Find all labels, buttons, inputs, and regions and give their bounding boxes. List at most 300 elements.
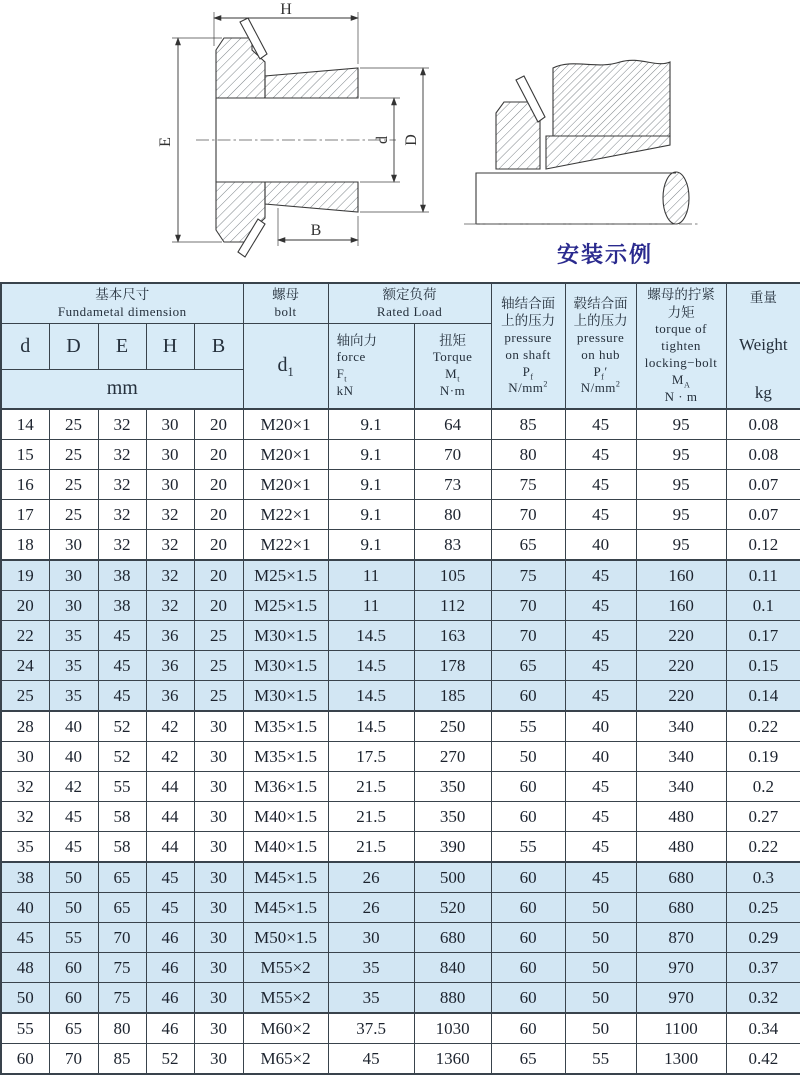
cell: 60 <box>49 953 98 983</box>
cell: 45 <box>98 681 146 712</box>
cell: 340 <box>636 772 726 802</box>
cell: 60 <box>491 923 565 953</box>
cell: M30×1.5 <box>243 681 328 712</box>
cell: 45 <box>565 470 636 500</box>
table-row <box>1 1044 800 1075</box>
cell: 9.1 <box>328 470 414 500</box>
table-row <box>1 953 800 983</box>
cell: 250 <box>414 711 491 742</box>
cell: M22×1 <box>243 500 328 530</box>
cell: 20 <box>1 591 49 621</box>
header-unit-mm: mm <box>1 369 243 409</box>
cell: 25 <box>49 409 98 440</box>
cell: 0.2 <box>726 772 800 802</box>
cell: 80 <box>98 1013 146 1044</box>
sleeve-wedge <box>546 136 670 169</box>
cell: 60 <box>491 1013 565 1044</box>
cell: 40 <box>565 530 636 561</box>
cell: 20 <box>194 591 243 621</box>
cell: 0.22 <box>726 832 800 863</box>
cell: 32 <box>146 500 194 530</box>
cell: 32 <box>146 530 194 561</box>
cell: 44 <box>146 772 194 802</box>
cell: 36 <box>146 621 194 651</box>
header-pressure-hub: 毂结合面 上的压力 pressure on hub $P_f'$ $N/mm^2$ <box>565 283 636 409</box>
table-row <box>1 440 800 470</box>
cell: 35 <box>49 651 98 681</box>
table-header <box>1 283 800 409</box>
cell: 65 <box>491 530 565 561</box>
cell: 50 <box>565 953 636 983</box>
cell: 85 <box>98 1044 146 1075</box>
table-row <box>1 500 800 530</box>
table-row <box>1 983 800 1014</box>
cell: 46 <box>146 923 194 953</box>
cell: 73 <box>414 470 491 500</box>
cell: 45 <box>98 621 146 651</box>
spec-table <box>0 282 800 1075</box>
cell: 45 <box>49 802 98 832</box>
cell: 44 <box>146 832 194 863</box>
cell: 9.1 <box>328 500 414 530</box>
cell: 350 <box>414 772 491 802</box>
cell: 45 <box>565 802 636 832</box>
cell: 25 <box>49 470 98 500</box>
cell: 16 <box>1 470 49 500</box>
cell: 0.17 <box>726 621 800 651</box>
cell: 50 <box>1 983 49 1014</box>
cell: 60 <box>491 772 565 802</box>
cell: 0.34 <box>726 1013 800 1044</box>
cell: 40 <box>565 742 636 772</box>
cell: 26 <box>328 893 414 923</box>
cell: 105 <box>414 560 491 591</box>
cell: 30 <box>194 953 243 983</box>
cell: M55×2 <box>243 983 328 1014</box>
cell: 220 <box>636 681 726 712</box>
header-dim-E: E <box>98 323 146 369</box>
section-drawing <box>148 2 458 260</box>
cell: 500 <box>414 862 491 893</box>
cell: 50 <box>565 923 636 953</box>
cell: 40 <box>49 711 98 742</box>
cell: 38 <box>1 862 49 893</box>
cell: 340 <box>636 742 726 772</box>
cell: 50 <box>49 893 98 923</box>
cell: 45 <box>328 1044 414 1075</box>
cell: 83 <box>414 530 491 561</box>
cell: 17 <box>1 500 49 530</box>
cell: 1030 <box>414 1013 491 1044</box>
cell: 30 <box>146 470 194 500</box>
cell: 45 <box>565 440 636 470</box>
cell: 70 <box>491 500 565 530</box>
table-row <box>1 832 800 863</box>
sleeve-section-bottom <box>265 182 358 212</box>
cell: 25 <box>194 621 243 651</box>
cell: 45 <box>146 862 194 893</box>
dim-label-E: E <box>157 137 174 147</box>
cell: 45 <box>565 591 636 621</box>
cell: 0.12 <box>726 530 800 561</box>
cell: 32 <box>98 470 146 500</box>
cell: 65 <box>49 1013 98 1044</box>
cell: 60 <box>491 983 565 1014</box>
cell: 30 <box>49 530 98 561</box>
cell: 18 <box>1 530 49 561</box>
cell: 30 <box>194 862 243 893</box>
dim-label-d: d <box>374 136 391 144</box>
dim-label-B: B <box>310 222 322 239</box>
cell: 9.1 <box>328 440 414 470</box>
cell: 45 <box>565 651 636 681</box>
cell: 64 <box>414 409 491 440</box>
table-row <box>1 711 800 742</box>
cell: 20 <box>194 440 243 470</box>
cell: 21.5 <box>328 832 414 863</box>
cell: 44 <box>146 802 194 832</box>
shaft-end-section <box>663 172 689 224</box>
cell: 65 <box>98 862 146 893</box>
header-rated-load: 额定负荷 Rated Load <box>328 283 491 323</box>
cell: 32 <box>98 409 146 440</box>
cell: 30 <box>194 1044 243 1075</box>
cell: 70 <box>49 1044 98 1075</box>
cell: 1300 <box>636 1044 726 1075</box>
header-torque: 扭矩 Torque $M_t$ N·m <box>414 323 491 409</box>
cell: 35 <box>1 832 49 863</box>
header-d1: $d_1$ <box>243 323 328 409</box>
cell: 21.5 <box>328 802 414 832</box>
cell: 55 <box>98 772 146 802</box>
cell: 38 <box>98 560 146 591</box>
cell: 0.07 <box>726 500 800 530</box>
cell: 30 <box>146 440 194 470</box>
cell: 25 <box>194 681 243 712</box>
table-row <box>1 742 800 772</box>
header-dim-D: D <box>49 323 98 369</box>
table-row <box>1 862 800 893</box>
cell: 45 <box>146 893 194 923</box>
cell: 163 <box>414 621 491 651</box>
cell: 0.25 <box>726 893 800 923</box>
cell: M35×1.5 <box>243 742 328 772</box>
cell: 40 <box>1 893 49 923</box>
cell: 30 <box>194 1013 243 1044</box>
cell: 0.07 <box>726 470 800 500</box>
cell: 45 <box>565 560 636 591</box>
cell: M30×1.5 <box>243 621 328 651</box>
cell: 350 <box>414 802 491 832</box>
cell: 0.19 <box>726 742 800 772</box>
installation-drawing <box>438 18 798 236</box>
cell: 20 <box>194 409 243 440</box>
dim-label-H: H <box>280 2 292 18</box>
cell: 75 <box>491 470 565 500</box>
table-row <box>1 530 800 561</box>
cell: M22×1 <box>243 530 328 561</box>
cell: 85 <box>491 409 565 440</box>
cell: 14.5 <box>328 711 414 742</box>
cell: 45 <box>565 621 636 651</box>
cell: 26 <box>328 862 414 893</box>
cell: 70 <box>414 440 491 470</box>
cell: 25 <box>194 651 243 681</box>
cell: 95 <box>636 530 726 561</box>
cell: 32 <box>1 802 49 832</box>
cell: 30 <box>194 711 243 742</box>
cell: 270 <box>414 742 491 772</box>
cell: 37.5 <box>328 1013 414 1044</box>
cell: 55 <box>1 1013 49 1044</box>
cell: 9.1 <box>328 409 414 440</box>
header-bolt: 螺母 bolt <box>243 283 328 323</box>
cell: 46 <box>146 983 194 1014</box>
cell: 30 <box>194 832 243 863</box>
cell: 65 <box>491 651 565 681</box>
cell: 0.42 <box>726 1044 800 1075</box>
table-row <box>1 621 800 651</box>
table-row <box>1 560 800 591</box>
cell: 35 <box>49 621 98 651</box>
cell: 55 <box>565 1044 636 1075</box>
table-row <box>1 893 800 923</box>
cell: 45 <box>565 681 636 712</box>
cell: 35 <box>49 681 98 712</box>
cell: 220 <box>636 621 726 651</box>
cell: 80 <box>491 440 565 470</box>
cell: 20 <box>194 560 243 591</box>
cell: 30 <box>194 923 243 953</box>
cell: 30 <box>194 772 243 802</box>
cell: 32 <box>98 440 146 470</box>
cell: 30 <box>146 409 194 440</box>
cell: 15 <box>1 440 49 470</box>
cell: 30 <box>1 742 49 772</box>
cell: 0.3 <box>726 862 800 893</box>
cell: M20×1 <box>243 409 328 440</box>
cell: 390 <box>414 832 491 863</box>
cell: 36 <box>146 651 194 681</box>
cell: 42 <box>146 742 194 772</box>
cell: 0.1 <box>726 591 800 621</box>
table-body <box>1 409 800 1074</box>
cell: 480 <box>636 832 726 863</box>
cell: 0.08 <box>726 440 800 470</box>
shaft-outline <box>476 173 676 224</box>
cell: 52 <box>98 711 146 742</box>
cell: M40×1.5 <box>243 802 328 832</box>
dim-label-D: D <box>403 134 420 146</box>
cell: 17.5 <box>328 742 414 772</box>
installation-caption: 安装示例 <box>556 242 653 267</box>
cell: 55 <box>491 711 565 742</box>
cell: 1100 <box>636 1013 726 1044</box>
cell: 60 <box>491 862 565 893</box>
cell: 38 <box>98 591 146 621</box>
cell: 0.08 <box>726 409 800 440</box>
cell: M35×1.5 <box>243 711 328 742</box>
header-pressure-shaft: 轴结合面 上的压力 pressure on shaft $P_f$ $N/mm^2$ <box>491 283 565 409</box>
cell: M40×1.5 <box>243 832 328 863</box>
table-row <box>1 409 800 440</box>
cell: 30 <box>194 802 243 832</box>
cell: 60 <box>491 681 565 712</box>
cell: M25×1.5 <box>243 560 328 591</box>
cell: 35 <box>328 953 414 983</box>
cell: 9.1 <box>328 530 414 561</box>
cell: 680 <box>414 923 491 953</box>
cell: M60×2 <box>243 1013 328 1044</box>
cell: 880 <box>414 983 491 1014</box>
cell: 65 <box>491 1044 565 1075</box>
table-row <box>1 591 800 621</box>
cell: 14.5 <box>328 681 414 712</box>
cell: 0.14 <box>726 681 800 712</box>
cell: 11 <box>328 560 414 591</box>
cell: 0.27 <box>726 802 800 832</box>
cell: 45 <box>565 500 636 530</box>
table-row <box>1 651 800 681</box>
cell: M36×1.5 <box>243 772 328 802</box>
cell: 160 <box>636 560 726 591</box>
cell: 20 <box>194 470 243 500</box>
cell: 60 <box>49 983 98 1014</box>
cell: 680 <box>636 893 726 923</box>
cell: 40 <box>565 711 636 742</box>
cell: 0.29 <box>726 923 800 953</box>
cell: 52 <box>146 1044 194 1075</box>
cell: 24 <box>1 651 49 681</box>
cell: 60 <box>491 893 565 923</box>
cell: 45 <box>565 772 636 802</box>
cell: 185 <box>414 681 491 712</box>
spec-table-wrap <box>0 282 800 1075</box>
header-weight: 重量 Weight kg <box>726 283 800 409</box>
cell: 25 <box>49 440 98 470</box>
cell: M65×2 <box>243 1044 328 1075</box>
cell: 95 <box>636 440 726 470</box>
cell: 32 <box>146 560 194 591</box>
cell: 55 <box>491 832 565 863</box>
cell: 65 <box>98 893 146 923</box>
cell: 52 <box>98 742 146 772</box>
cell: 42 <box>49 772 98 802</box>
cell: 0.22 <box>726 711 800 742</box>
cell: 340 <box>636 711 726 742</box>
header-dim-H: H <box>146 323 194 369</box>
cell: 70 <box>98 923 146 953</box>
cell: 46 <box>146 1013 194 1044</box>
cell: 0.32 <box>726 983 800 1014</box>
cell: 30 <box>49 560 98 591</box>
cell: 160 <box>636 591 726 621</box>
cell: 50 <box>49 862 98 893</box>
cell: 0.15 <box>726 651 800 681</box>
cell: 178 <box>414 651 491 681</box>
cell: 36 <box>146 681 194 712</box>
cell: 58 <box>98 802 146 832</box>
cell: 60 <box>491 802 565 832</box>
cell: 50 <box>565 893 636 923</box>
header-axial-force: 轴向力 force $F_t$ kN <box>328 323 414 409</box>
cell: M20×1 <box>243 440 328 470</box>
cell: 75 <box>98 953 146 983</box>
cell: 75 <box>98 983 146 1014</box>
cell: 70 <box>491 591 565 621</box>
cell: M50×1.5 <box>243 923 328 953</box>
table-row <box>1 681 800 712</box>
cell: 32 <box>98 500 146 530</box>
cell: 25 <box>1 681 49 712</box>
cell: 45 <box>565 832 636 863</box>
cell: 25 <box>49 500 98 530</box>
header-dim-d: d <box>1 323 49 369</box>
cell: 30 <box>194 893 243 923</box>
header-basic-dimension: 基本尺寸 Fundametal dimension <box>1 283 243 323</box>
cell: 48 <box>1 953 49 983</box>
cell: M30×1.5 <box>243 651 328 681</box>
table-row <box>1 470 800 500</box>
sleeve-section-top <box>265 68 358 98</box>
cell: 970 <box>636 983 726 1014</box>
cell: 0.37 <box>726 953 800 983</box>
cell: 11 <box>328 591 414 621</box>
cell: 32 <box>98 530 146 561</box>
cell: 20 <box>194 530 243 561</box>
cell: 22 <box>1 621 49 651</box>
cell: 32 <box>146 591 194 621</box>
cell: 45 <box>565 862 636 893</box>
cell: M25×1.5 <box>243 591 328 621</box>
cell: 45 <box>98 651 146 681</box>
cell: 95 <box>636 500 726 530</box>
cell: 50 <box>565 983 636 1014</box>
cell: 60 <box>491 953 565 983</box>
cell: 14.5 <box>328 651 414 681</box>
cell: 1360 <box>414 1044 491 1075</box>
table-row <box>1 1013 800 1044</box>
cell: 30 <box>49 591 98 621</box>
cell: 30 <box>194 983 243 1014</box>
cell: 840 <box>414 953 491 983</box>
cell: 35 <box>328 983 414 1014</box>
cell: 50 <box>491 742 565 772</box>
cell: 14.5 <box>328 621 414 651</box>
cell: 75 <box>491 560 565 591</box>
cell: 46 <box>146 953 194 983</box>
cell: 19 <box>1 560 49 591</box>
cell: 680 <box>636 862 726 893</box>
table-row <box>1 802 800 832</box>
cell: M20×1 <box>243 470 328 500</box>
cell: 50 <box>565 1013 636 1044</box>
cell: 480 <box>636 802 726 832</box>
cell: 112 <box>414 591 491 621</box>
cell: 520 <box>414 893 491 923</box>
cell: 970 <box>636 953 726 983</box>
cell: 40 <box>49 742 98 772</box>
cell: 0.11 <box>726 560 800 591</box>
cell: 220 <box>636 651 726 681</box>
cell: 80 <box>414 500 491 530</box>
cell: 45 <box>49 832 98 863</box>
cell: 45 <box>565 409 636 440</box>
cell: 20 <box>194 500 243 530</box>
drawings-area <box>0 0 800 282</box>
cell: 95 <box>636 470 726 500</box>
cell: 58 <box>98 832 146 863</box>
